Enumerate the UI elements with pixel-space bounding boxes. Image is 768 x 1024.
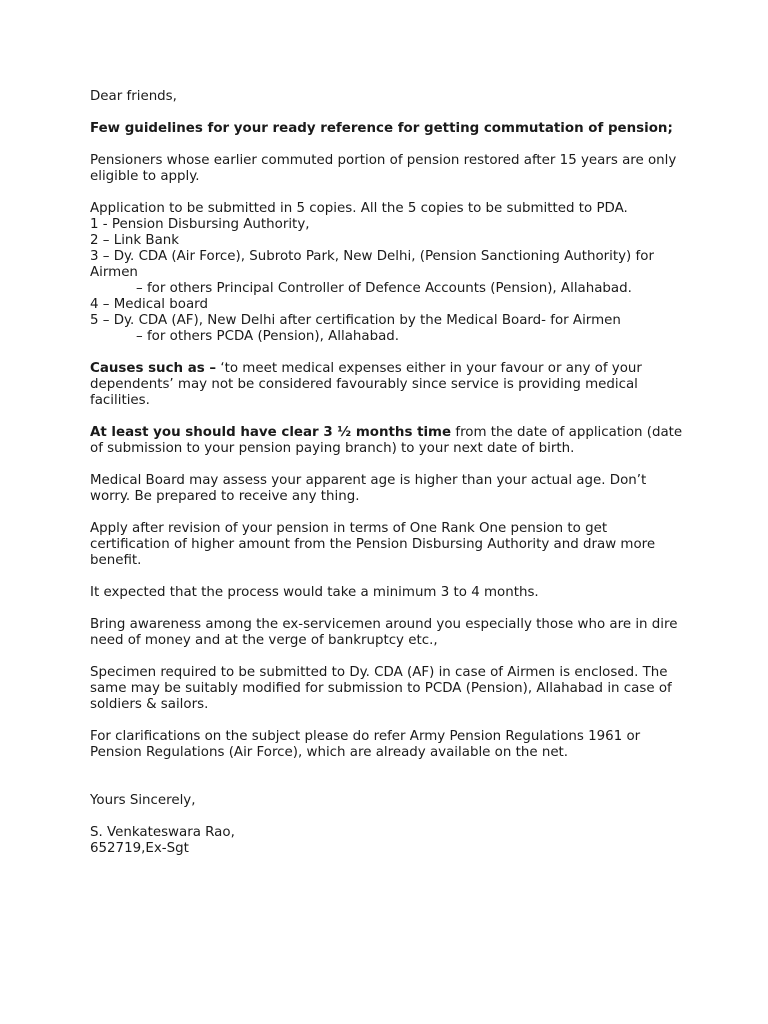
timing-text: from the date of application (date of submission to your pension paying branch) to your next date of birth. — [90, 425, 683, 456]
copy-item-3: 3 – Dy. CDA (Air Force), Subroto Park, New Delhi, (Pension Sanctioning Authority) for Airmen — [90, 249, 654, 280]
eligibility-paragraph: Pensioners whose earlier commuted portion of pension restored after 15 years are only eligible to apply. — [90, 153, 677, 184]
copy-item-3-others: – for others Principal Controller of Defence Accounts (Pension), Allahabad. — [136, 281, 632, 296]
copy-item-1: 1 - Pension Disbursing Authority, — [90, 217, 310, 232]
application-intro: Application to be submitted in 5 copies. All the 5 copies to be submitted to PDA. — [90, 201, 628, 216]
closing: Yours Sincerely, — [90, 793, 196, 808]
medical-board-paragraph: Medical Board may assess your apparent age is higher than your actual age. Don’t worry. Be prepared to receive any thing. — [90, 473, 647, 504]
copy-item-2: 2 – Link Bank — [90, 233, 180, 248]
spacer — [90, 777, 690, 793]
timing-paragraph — [90, 425, 690, 457]
clarifications-paragraph: For clarifications on the subject please do refer Army Pension Regulations 1961 or Pension Regulations (Air Force), which are already available on the net. — [90, 729, 641, 760]
letter-heading: Few guidelines for your ready reference for getting commutation of pension; — [90, 121, 673, 136]
copy-item-5: 5 – Dy. CDA (AF), New Delhi after certification by the Medical Board- for Airmen — [90, 313, 621, 328]
causes-paragraph — [90, 361, 690, 409]
signature-block — [90, 825, 690, 857]
duration-paragraph: It expected that the process would take a minimum 3 to 4 months. — [90, 585, 539, 600]
orop-paragraph: Apply after revision of your pension in terms of One Rank One pension to get certification of higher amount from the Pension Disbursing Authority and draw more benefit. — [90, 521, 656, 568]
causes-lead: Causes such as – — [90, 361, 217, 376]
copy-item-4: 4 – Medical board — [90, 297, 208, 312]
specimen-paragraph: Specimen required to be submitted to Dy. CDA (AF) in case of Airmen is enclosed. The same may be suitably modified for submission to PCDA (Pension), Allahabad in case of soldiers & sailors. — [90, 665, 672, 712]
copy-item-5-others: – for others PCDA (Pension), Allahabad. — [136, 329, 400, 344]
causes-text: ‘to meet medical expenses either in your favour or any of your dependents’ may not be considered favourably since service is providing medical facilities. — [90, 361, 642, 408]
signature-id: 652719,Ex-Sgt — [90, 841, 189, 856]
signature-name: S. Venkateswara Rao, — [90, 825, 235, 840]
awareness-paragraph: Bring awareness among the ex-servicemen around you especially those who are in dire need of money and at the verge of bankruptcy etc., — [90, 617, 678, 648]
letter-page — [90, 89, 690, 857]
salutation: Dear friends, — [90, 89, 177, 104]
timing-lead: At least you should have clear 3 ½ months time — [90, 425, 452, 440]
application-copies-list — [90, 201, 690, 345]
